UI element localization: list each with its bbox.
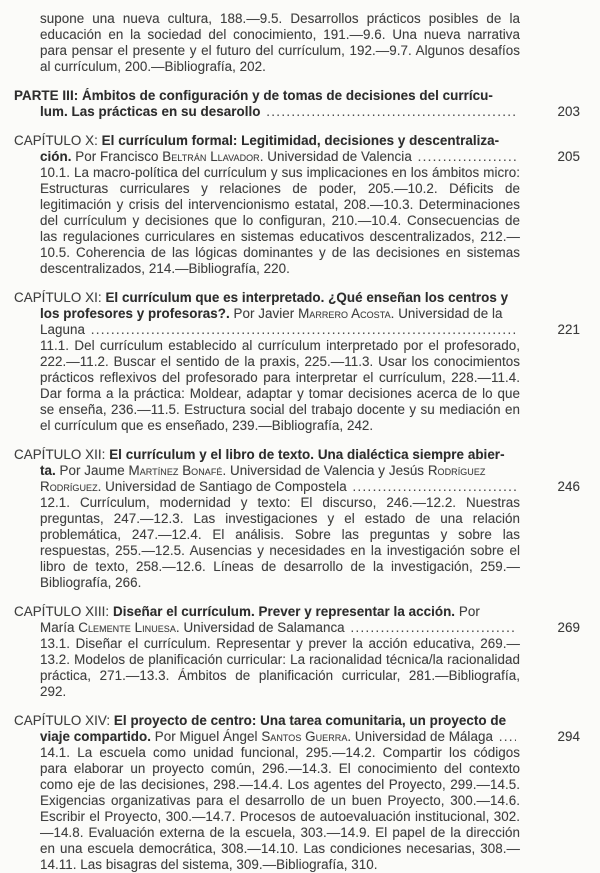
chapter-body: 14.1. La escuela como unidad funcional, 295.—14.2. Compartir los códigos para elaborar un proyecto común, 296.—14.3. El conocimiento del contexto como eje de las decisiones, 298.—14.4. Los agentes del Proyecto, 299.—14.5. Exigencias organizativas para el desarrollo de un buen Proyecto, 300.—14.6. Escribir el Proyecto, 300.—14.7. Procesos de autoevaluación institucional, 302.—14.8. Evaluación externa de la escuela, 303.—14.9. El papel de la dirección en una escuela democrática, 308.—14.10. Las condiciones necesarias, 308.—14.11. Las bisagras del sistema, 309.—Bibliografía, 310. (40, 745, 520, 872)
affiliation-text: . Universidad de la (390, 306, 503, 321)
chapter-heading-line (14, 463, 580, 479)
byline-text: . Universidad de Valencia y Jesús (222, 463, 428, 478)
author-name: Clemente Linuesa (78, 620, 176, 635)
chapter-label: CAPÍTULO XIII: (14, 604, 113, 619)
part-title-continued (40, 104, 264, 120)
chapter-entry-xiii (14, 604, 580, 700)
chapter-heading-line (14, 713, 580, 729)
chapter-title: El currículum y el libro de texto. Una dialéctica siempre abier- (109, 447, 505, 462)
chapter-heading-line (14, 149, 580, 165)
author-name: Beltrán Llavador (162, 149, 260, 164)
chapter-body: 11.1. Del currículum establecido al currículum interpretado por el profesorado, 222.—11.2. Buscar el sentido de la praxis, 225.—11.3. Usar los conocimientos prácticos reflexivos del profesorado para interpretar el currículum, 228.—11.4. Dar forma a la práctica: Moldear, adaptar y tomar decisiones acerca de lo que se enseña, 236.—11.5. Estructura social del trabajo docente y su mediación en el currículum que es enseñado, 239.—Bibliografía, 242. (40, 338, 520, 433)
chapter-heading-line (14, 620, 580, 636)
chapter-byline (40, 479, 350, 495)
byline-text: Por (455, 604, 480, 619)
byline-text: Por Javier (229, 306, 299, 321)
chapter-entry-xi (14, 290, 580, 434)
chapter-title: El proyecto de centro: Una tarea comunitaria, un proyecto de (113, 713, 507, 728)
author-name: Santos Guerra (261, 729, 348, 744)
author-name: Rodríguez (427, 463, 486, 478)
chapter-label: CAPÍTULO XI: (14, 290, 106, 305)
chapter-heading-line (14, 729, 580, 745)
chapter-label: CAPÍTULO XII: (14, 447, 110, 462)
author-name: Martínez Bonafé (128, 463, 223, 478)
dot-leader (418, 149, 516, 165)
chapter-label: CAPÍTULO X: (14, 133, 102, 148)
toc-page-number: 269 (557, 620, 580, 635)
byline-text: Por Miguel Ángel (150, 729, 262, 744)
chapter-heading-line (14, 604, 580, 620)
chapter-title: Diseñar el currículum. Prever y representar la acción. (112, 604, 456, 619)
part-heading-line (14, 104, 580, 120)
toc-page-number: 221 (557, 322, 580, 337)
affiliation-text: . Universidad de Málaga (347, 729, 497, 744)
chapter-heading-line (14, 133, 580, 149)
affiliation-text (40, 322, 89, 338)
chapter-title-continued: ta. (40, 463, 56, 478)
author-name: Marrero Acosta (298, 306, 391, 321)
chapter-title: El currículum formal: Legitimidad, decisiones y descentraliza- (101, 133, 500, 148)
chapter-heading-line (14, 306, 580, 322)
chapter-body: 12.1. Currículum, modernidad y texto: El discurso, 246.—12.2. Nuestras preguntas, 247.—12.3. Las investigaciones y el estado de una relación problemática, 247.—12.4. El análisis. Sobre las preguntas y sobre las respuestas, 255.—12.5. Ausencias y necesidades en la investigación sobre el libro de texto, 258.—12.6. Líneas de desarrollo de la investigación, 259.—Bibliografía, 266. (40, 495, 520, 590)
affiliation-text: . Universidad de Valencia (259, 149, 416, 164)
author-name-continued: Rodríguez (40, 479, 98, 494)
toc-page-number: 294 (557, 729, 580, 744)
chapter-title-continued: ción. (40, 149, 72, 164)
dot-leader (350, 620, 516, 636)
part-iii-heading (14, 88, 580, 120)
chapter-heading-line (14, 322, 580, 338)
byline-text: María (40, 620, 79, 635)
affiliation-text: . Universidad de Salamanca (175, 620, 349, 635)
chapter-byline (40, 620, 348, 636)
chapter-entry-x (14, 133, 580, 277)
chapter-byline (40, 149, 416, 165)
toc-page-number: 203 (557, 104, 580, 119)
chapter-entry-xiv (14, 713, 580, 873)
chapter-byline (40, 729, 497, 745)
toc-page-number: 205 (557, 149, 580, 164)
byline-text: Por Jaume (55, 463, 129, 478)
part-heading-line (14, 88, 580, 104)
chapter-body: 13.1. Diseñar el currículum. Representar y prever la acción educativa, 269.—13.2. Modelos de planificación curricular: La racionalidad técnica/la racionalidad práctica, 271.—13.3. Ámbitos de planificación curricular, 281.—Bibliografía, 292. (40, 636, 520, 699)
chapter-title-continued: los profesores y profesoras?. (40, 306, 230, 321)
dot-leader (91, 322, 516, 338)
affiliation-text: . Universidad de Santiago de Compostela (97, 479, 351, 494)
chapter-heading-line (14, 479, 580, 495)
dot-leader (499, 729, 516, 745)
chapter-heading-line (14, 290, 580, 306)
chapter-title: El currículum que es interpretado. ¿Qué enseñan los centros y (105, 290, 509, 305)
toc-page-number: 246 (557, 479, 580, 494)
part-title: PARTE III: Ámbitos de configuración y de tomas de decisiones del currícu- (14, 88, 493, 103)
chapter-entry-xii (14, 447, 580, 591)
chapter-label: CAPÍTULO XIV: (14, 713, 114, 728)
dot-leader (352, 479, 516, 495)
dot-leader (266, 104, 516, 120)
chapter-heading-line (14, 447, 580, 463)
chapter-title-continued: viaje compartido. (40, 729, 151, 744)
affiliation-continued: Laguna (40, 322, 89, 337)
chapter-ix-continuation: supone una nueva cultura, 188.—9.5. Desarrollos prácticos posibles de la educación en la sociedad del conocimiento, 191.—9.6. Una nueva narrativa para pensar el presente y el futuro del currículum, 192.—9.7. Algunos desafíos al currículum, 200.—Bibliografía, 202. (40, 11, 520, 74)
byline-text: Por Francisco (71, 149, 163, 164)
chapter-body: 10.1. La macro-política del currículum y sus implicaciones en los ámbitos micro: Estructuras curriculares y relaciones de poder, 205.—10.2. Déficits de legitimación y crisis del intervencionismo estatal, 208.—10.3. Determinaciones del currículum y decisiones que lo configuran, 210.—10.4. Consecuencias de las regulaciones curriculares en sistemas educativos descentralizados, 212.—10.5. Coherencia de las lógicas dominantes y de las decisiones en sistemas descentralizados, 214.—Bibliografía, 220. (40, 165, 520, 276)
part-title-text: lum. Las prácticas en su desarollo (40, 104, 265, 119)
